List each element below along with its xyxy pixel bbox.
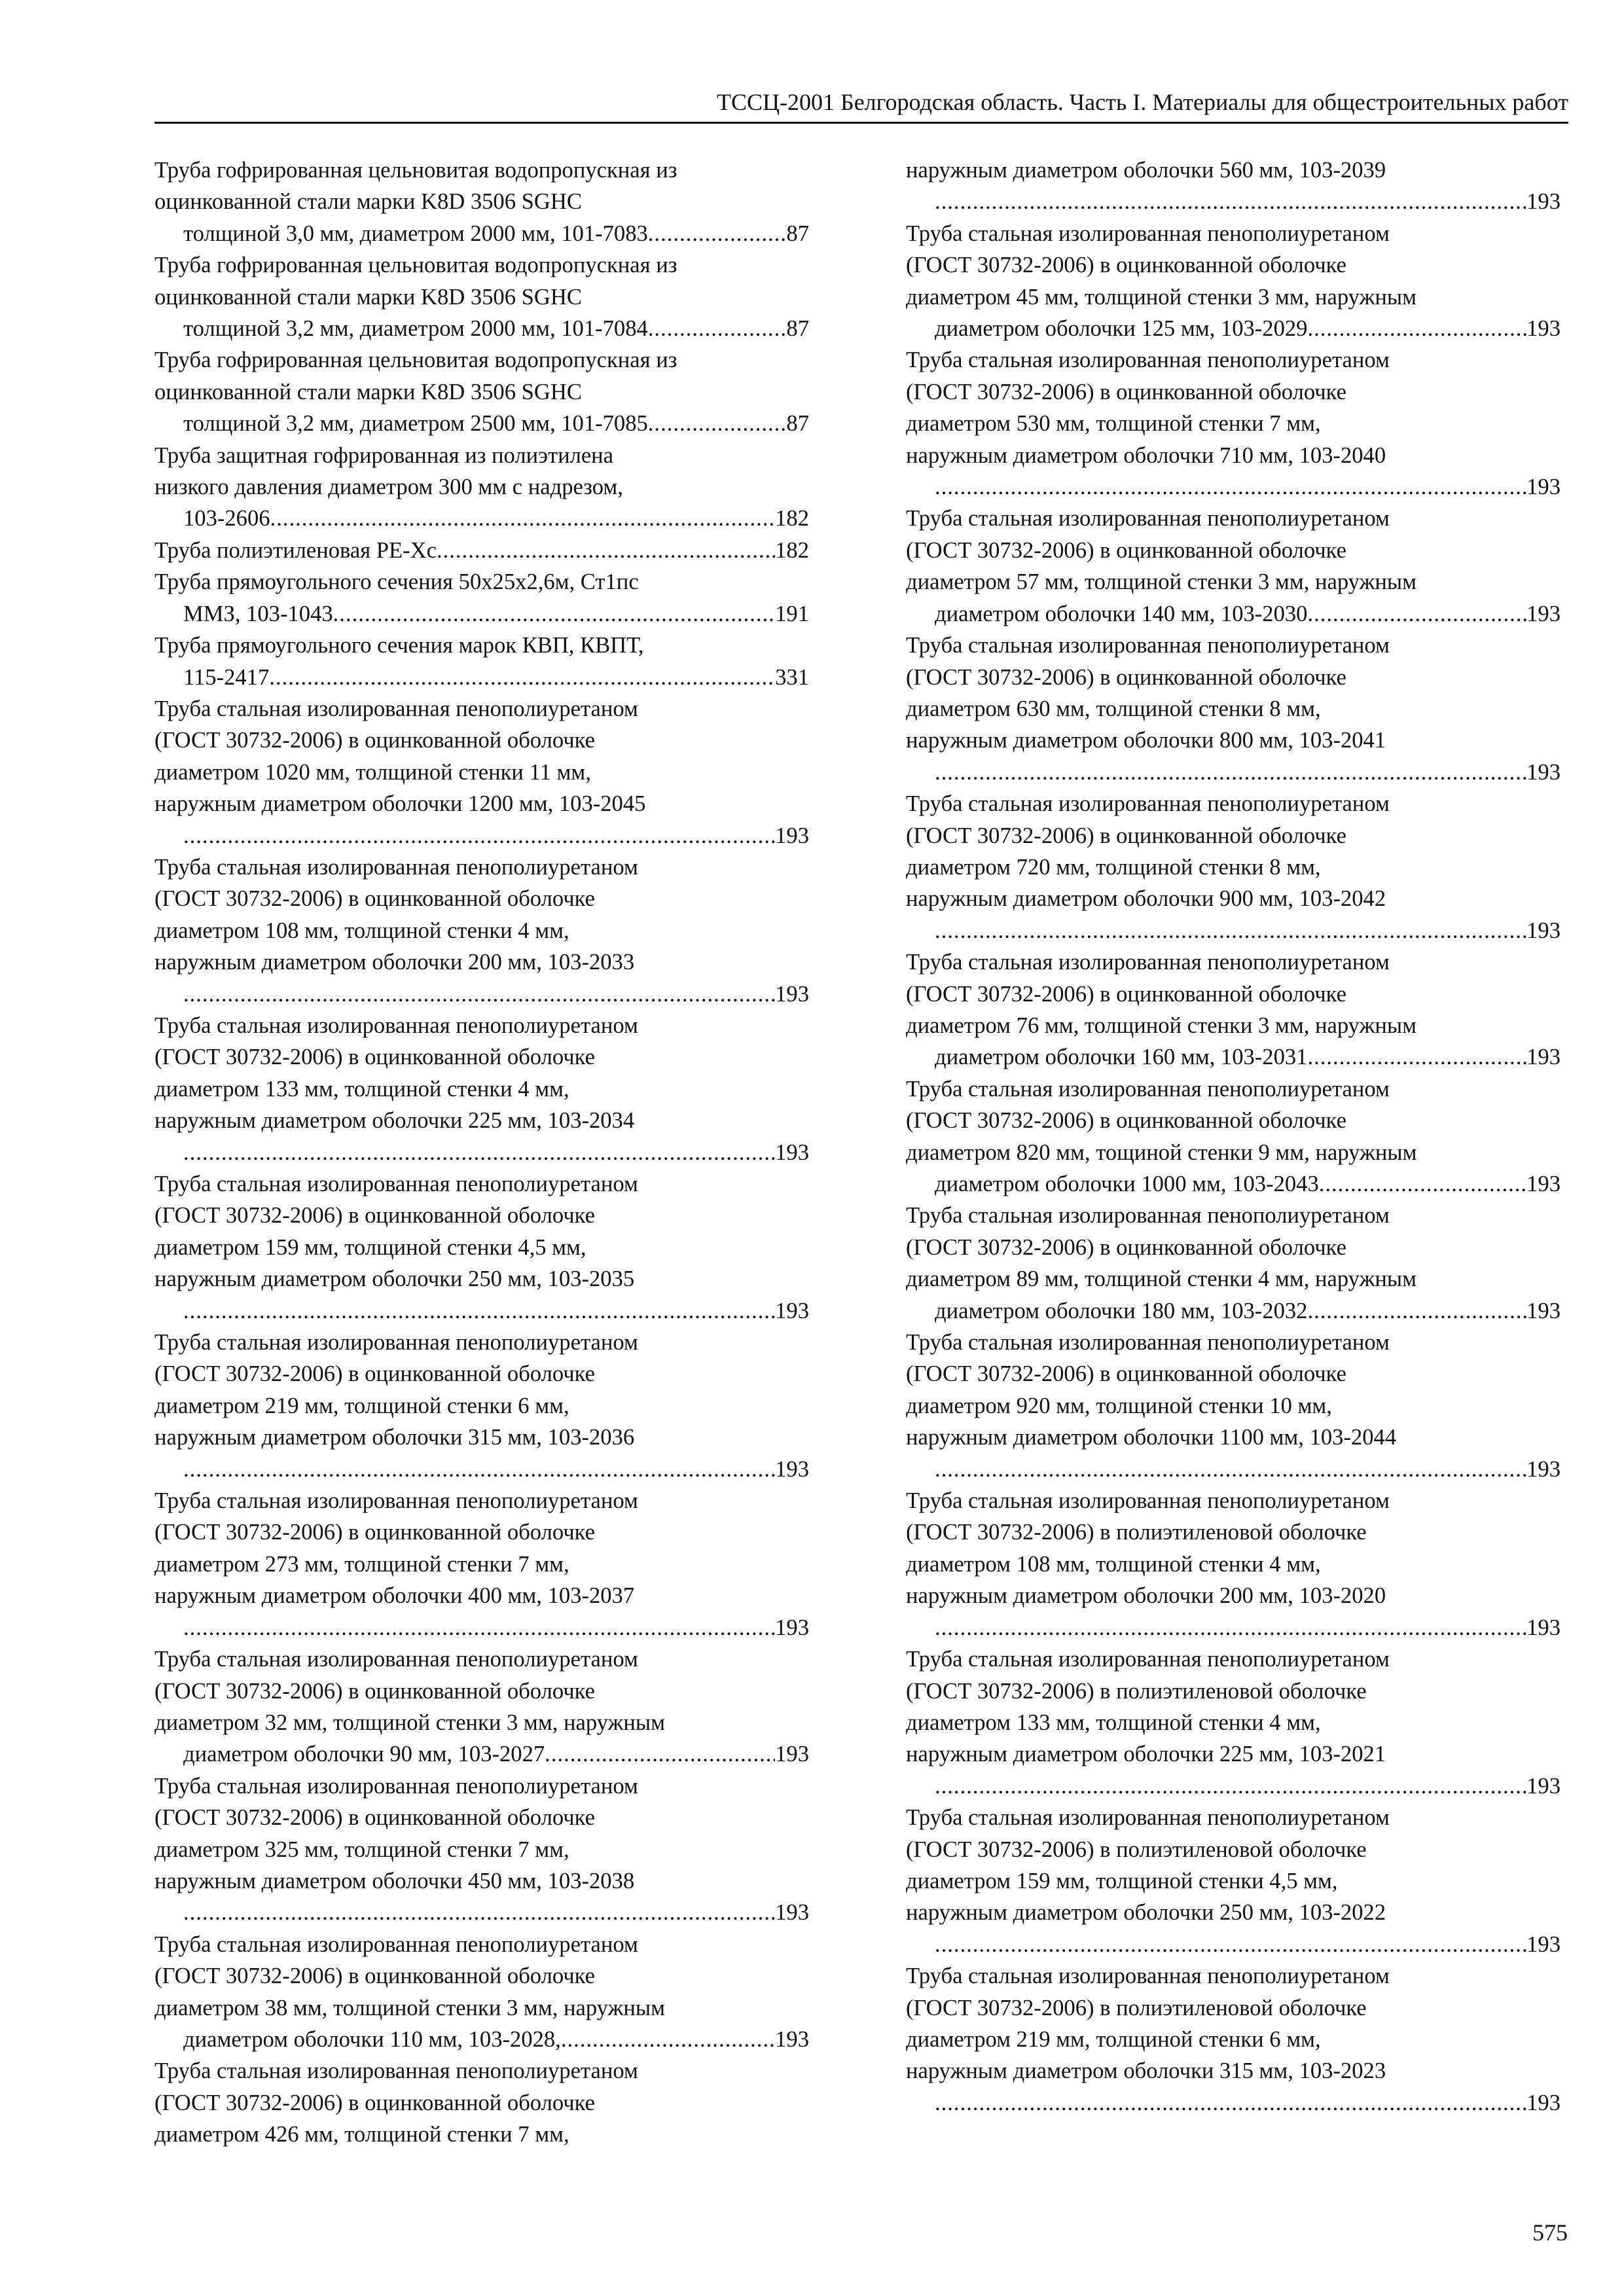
entry-page-number: 193 — [775, 981, 809, 1007]
entry-text-line: толщиной 3,2 мм, диаметром 2500 мм, 101-7085 — [183, 411, 648, 437]
entry-leader-line — [183, 408, 809, 439]
entry-page-number: 193 — [1526, 1298, 1561, 1323]
entry-leader-line — [183, 218, 809, 249]
entry-text-line: (ГОСТ 30732-2006) в оцинкованной оболочке — [154, 1361, 595, 1387]
entry-page-number: 193 — [1526, 1045, 1561, 1070]
entry-text-line: наружным диаметром оболочки 1100 мм, 103-2044 — [906, 1425, 1397, 1450]
entry-text-line: (ГОСТ 30732-2006) в полиэтиленовой оболочке — [906, 1837, 1367, 1862]
dot-leader — [648, 408, 787, 439]
entry-text-line: (ГОСТ 30732-2006) в оцинкованной оболочке — [154, 1045, 595, 1070]
index-entry — [906, 1643, 1561, 1802]
entry-text-line: диаметром 219 мм, толщиной стенки 6 мм, — [154, 1393, 569, 1418]
entry-leader-line — [183, 1295, 809, 1327]
entry-text-line: Труба стальная изолированная пенополиуретаном — [906, 1647, 1390, 1672]
index-entry — [154, 154, 809, 249]
entry-page-number: 193 — [1526, 1931, 1561, 1957]
entry-leader-line — [183, 662, 809, 693]
entry-text-line: наружным диаметром оболочки 250 мм, 103-2022 — [906, 1900, 1386, 1926]
entry-text-line: наружным диаметром оболочки 225 мм, 103-2034 — [154, 1108, 635, 1134]
entry-text-line: наружным диаметром оболочки 1200 мм, 103-2045 — [154, 791, 646, 817]
dot-leader — [183, 1612, 775, 1643]
entry-text-line: Труба полиэтиленовая PE-Xc — [154, 537, 437, 563]
entry-text-line: (ГОСТ 30732-2006) в оцинкованной оболочке — [906, 379, 1346, 404]
index-entry — [906, 344, 1561, 503]
entry-leader-line — [935, 1770, 1561, 1802]
entry-page-number: 193 — [775, 1615, 809, 1640]
entry-text-line: диаметром 38 мм, толщиной стенки 3 мм, наружным — [154, 1995, 666, 2020]
index-column-left — [154, 154, 809, 2151]
entry-text-line: наружным диаметром оболочки 225 мм, 103-2021 — [906, 1742, 1386, 1767]
entry-text-line: (ГОСТ 30732-2006) в оцинкованной оболочке — [154, 1964, 595, 1989]
dot-leader — [648, 313, 787, 344]
entry-page-number: 193 — [775, 1900, 809, 1926]
dot-leader — [935, 2087, 1526, 2119]
entry-leader-line — [935, 2087, 1561, 2119]
dot-leader — [1307, 313, 1526, 344]
entry-text-line: диаметром 219 мм, толщиной стенки 6 мм, — [906, 2026, 1321, 2052]
index-entry — [906, 154, 1561, 218]
entry-leader-line — [183, 1738, 809, 1770]
dot-leader — [935, 1770, 1526, 1802]
entry-leader-line — [183, 1612, 809, 1643]
dot-leader — [935, 1612, 1526, 1643]
entry-page-number: 182 — [775, 506, 809, 531]
entry-page-number: 193 — [1526, 601, 1561, 626]
entry-text-line: Труба гофрированная цельновитая водопропускная из — [154, 348, 677, 373]
entry-text-line: (ГОСТ 30732-2006) в полиэтиленовой оболочке — [906, 1678, 1367, 1704]
entry-text-line: Труба стальная изолированная пенополиуретаном — [154, 1013, 638, 1038]
entry-page-number: 193 — [1526, 1172, 1561, 1196]
entry-text-line: Труба стальная изолированная пенополиуретаном — [154, 696, 638, 721]
entry-leader-line — [935, 757, 1561, 788]
entry-leader-line — [935, 471, 1561, 503]
entry-leader-line — [935, 1041, 1561, 1073]
entry-text-line: диаметром оболочки 160 мм, 103-2031 — [935, 1045, 1308, 1070]
entry-text-line: наружным диаметром оболочки 450 мм, 103-2038 — [154, 1868, 635, 1893]
entry-text-line: 115-2417 — [183, 664, 270, 690]
entry-page-number: 87 — [786, 316, 809, 342]
entry-page-number: 193 — [1526, 1773, 1561, 1799]
entry-text-line: Труба стальная изолированная пенополиуретаном — [906, 221, 1390, 246]
entry-text-line: Труба стальная изолированная пенополиуретаном — [154, 1773, 638, 1799]
index-entry — [154, 535, 809, 566]
dot-leader — [437, 535, 775, 566]
index-entry — [906, 630, 1561, 788]
entry-text-line: диаметром 45 мм, толщиной стенки 3 мм, наружным — [906, 284, 1417, 310]
dot-leader — [183, 820, 775, 852]
entry-text-line: диаметром 108 мм, толщиной стенки 4 мм, — [154, 918, 569, 943]
entry-leader-line — [183, 2024, 809, 2055]
entry-text-line: толщиной 3,2 мм, диаметром 2000 мм, 101-7084 — [183, 316, 648, 342]
entry-page-number: 87 — [786, 411, 809, 437]
entry-text-line: Труба гофрированная цельновитая водопропускная из — [154, 253, 677, 278]
running-header — [154, 84, 1568, 124]
entry-text-line: (ГОСТ 30732-2006) в оцинкованной оболочке — [906, 664, 1346, 690]
entry-text-line: (ГОСТ 30732-2006) в оцинкованной оболочке — [154, 1520, 595, 1545]
index-entry — [906, 1327, 1561, 1485]
entry-text-line: (ГОСТ 30732-2006) в оцинкованной оболочке — [154, 728, 595, 753]
entry-text-line: (ГОСТ 30732-2006) в оцинкованной оболочке — [154, 1203, 595, 1229]
entry-text-line: Труба прямоугольного сечения 50x25x2,6м, Ст1пс — [154, 569, 639, 595]
index-entry — [906, 946, 1561, 1073]
index-entry — [154, 566, 809, 630]
dot-leader — [1319, 1168, 1526, 1200]
entry-text-line: Труба стальная изолированная пенополиуретаном — [154, 1488, 638, 1514]
entry-text-line: диаметром оболочки 1000 мм, 103-2043 — [935, 1172, 1319, 1196]
entry-text-line: наружным диаметром оболочки 800 мм, 103-2041 — [906, 728, 1386, 753]
entry-text-line: (ГОСТ 30732-2006) в оцинкованной оболочке — [906, 823, 1346, 848]
entry-text-line: (ГОСТ 30732-2006) в оцинкованной оболочке — [906, 1108, 1346, 1134]
entry-text-line: (ГОСТ 30732-2006) в полиэтиленовой оболочке — [906, 1995, 1367, 2020]
entry-text-line: Труба стальная изолированная пенополиуретаном — [906, 1805, 1390, 1831]
entry-page-number: 193 — [775, 1298, 809, 1323]
entry-text-line: толщиной 3,0 мм, диаметром 2000 мм, 101-7083 — [183, 221, 648, 246]
entry-text-line: низкого давления диаметром 300 мм с надрезом, — [154, 475, 623, 500]
index-entry — [154, 344, 809, 439]
index-entry — [154, 2055, 809, 2150]
entry-text-line: диаметром 89 мм, толщиной стенки 4 мм, наружным — [906, 1266, 1417, 1292]
entry-text-line: Труба стальная изолированная пенополиуретаном — [906, 633, 1390, 658]
entry-text-line: диаметром 57 мм, толщиной стенки 3 мм, наружным — [906, 569, 1417, 595]
entry-text-line: Труба стальная изолированная пенополиуретаном — [906, 1076, 1390, 1102]
entry-page-number: 193 — [775, 1456, 809, 1482]
entry-page-number: 193 — [1526, 759, 1561, 785]
entry-page-number: 191 — [775, 601, 809, 626]
page-number: 575 — [1532, 2219, 1568, 2246]
entry-page-number: 193 — [1526, 2090, 1561, 2115]
entry-text-line: (ГОСТ 30732-2006) в оцинкованной оболочке — [906, 981, 1346, 1007]
entry-text-line: наружным диаметром оболочки 900 мм, 103-2042 — [906, 886, 1386, 912]
entry-text-line: диаметром 1020 мм, толщиной стенки 11 мм, — [154, 759, 591, 785]
dot-leader — [333, 598, 775, 630]
entry-leader-line — [935, 313, 1561, 344]
index-entry — [906, 1802, 1561, 1960]
index-entry — [154, 1010, 809, 1168]
entry-page-number: 87 — [786, 221, 809, 246]
entry-text-line: Труба стальная изолированная пенополиуретаном — [906, 950, 1390, 975]
index-entry — [154, 1643, 809, 1770]
entry-leader-line — [154, 535, 809, 566]
entry-leader-line — [935, 1295, 1561, 1327]
entry-page-number: 193 — [775, 1742, 809, 1767]
index-entry — [906, 1200, 1561, 1327]
dot-leader — [183, 1454, 775, 1485]
entry-text-line: наружным диаметром оболочки 200 мм, 103-2033 — [154, 950, 635, 975]
entry-page-number: 193 — [1526, 1456, 1561, 1482]
entry-text-line: диаметром 159 мм, толщиной стенки 4,5 мм, — [906, 1868, 1338, 1893]
entry-leader-line — [935, 1612, 1561, 1643]
dot-leader — [545, 1738, 775, 1770]
entry-leader-line — [935, 1929, 1561, 1960]
dot-leader — [183, 1137, 775, 1168]
entry-text-line: Труба прямоугольного сечения марок КВП, КВПТ, — [154, 633, 644, 658]
entry-text-line: диаметром 720 мм, толщиной стенки 8 мм, — [906, 854, 1321, 880]
entry-text-line: наружным диаметром оболочки 315 мм, 103-2036 — [154, 1425, 635, 1450]
entry-text-line: диаметром оболочки 110 мм, 103-2028, — [183, 2026, 561, 2052]
index-entry — [154, 1168, 809, 1327]
entry-page-number: 193 — [1526, 316, 1561, 342]
entry-text-line: Труба стальная изолированная пенополиуретаном — [906, 1488, 1390, 1514]
entry-leader-line — [183, 1137, 809, 1168]
entry-text-line: оцинкованной стали марки K8D 3506 SGHC — [154, 284, 582, 310]
entry-text-line: диаметром оболочки 180 мм, 103-2032 — [935, 1298, 1308, 1323]
entry-text-line: наружным диаметром оболочки 400 мм, 103-2037 — [154, 1583, 635, 1609]
dot-leader — [935, 471, 1526, 503]
entry-text-line: диаметром оболочки 140 мм, 103-2030 — [935, 601, 1308, 626]
dot-leader — [269, 662, 775, 693]
entry-text-line: Труба стальная изолированная пенополиуретаном — [154, 1172, 638, 1196]
index-entry — [906, 503, 1561, 630]
entry-text-line: диаметром 159 мм, толщиной стенки 4,5 мм, — [154, 1234, 586, 1260]
dot-leader — [935, 757, 1526, 788]
entry-leader-line — [183, 820, 809, 852]
entry-text-line: диаметром 920 мм, толщиной стенки 10 мм, — [906, 1393, 1332, 1418]
entry-text-line: (ГОСТ 30732-2006) в оцинкованной оболочке — [906, 1361, 1346, 1387]
entry-page-number: 193 — [775, 2026, 809, 2052]
entry-text-line: Труба стальная изолированная пенополиуретаном — [906, 1964, 1390, 1989]
entry-text-line: оцинкованной стали марки K8D 3506 SGHC — [154, 379, 582, 404]
entry-page-number: 182 — [775, 537, 809, 563]
entry-text-line: Труба стальная изолированная пенополиуретаном — [154, 854, 638, 880]
entry-text-line: наружным диаметром оболочки 250 мм, 103-2035 — [154, 1266, 635, 1292]
entry-text-line: Труба стальная изолированная пенополиуретаном — [906, 348, 1390, 373]
entry-text-line: (ГОСТ 30732-2006) в оцинкованной оболочке — [906, 537, 1346, 563]
entry-leader-line — [935, 598, 1561, 630]
dot-leader — [561, 2024, 775, 2055]
entry-text-line: Труба защитная гофрированная из полиэтилена — [154, 442, 614, 468]
entry-leader-line — [935, 1168, 1561, 1200]
entry-page-number: 193 — [775, 823, 809, 848]
index-entry — [154, 440, 809, 535]
entry-leader-line — [935, 915, 1561, 946]
entry-text-line: Труба стальная изолированная пенополиуретаном — [154, 1330, 638, 1355]
dot-leader — [648, 218, 787, 249]
entry-text-line: диаметром 108 мм, толщиной стенки 4 мм, — [906, 1551, 1321, 1577]
index-entry — [906, 788, 1561, 946]
dot-leader — [935, 915, 1526, 946]
entry-text-line: диаметром 32 мм, толщиной стенки 3 мм, наружным — [154, 1710, 666, 1735]
dot-leader — [1307, 1041, 1526, 1073]
entry-page-number: 331 — [775, 664, 809, 690]
index-entry — [906, 1960, 1561, 2119]
index-entry — [154, 1770, 809, 1929]
entry-text-line: (ГОСТ 30732-2006) в оцинкованной оболочке — [154, 886, 595, 912]
dot-leader — [935, 1929, 1526, 1960]
index-entry — [154, 852, 809, 1010]
entry-leader-line — [183, 978, 809, 1010]
entry-text-line: диаметром оболочки 125 мм, 103-2029 — [935, 316, 1308, 342]
entry-page-number: 193 — [1526, 475, 1561, 500]
entry-leader-line — [183, 1897, 809, 1928]
entry-text-line: диаметром 325 мм, толщиной стенки 7 мм, — [154, 1837, 569, 1862]
entry-text-line: диаметром 133 мм, толщиной стенки 4 мм, — [906, 1710, 1321, 1735]
entry-text-line: диаметром 426 мм, толщиной стенки 7 мм, — [154, 2122, 569, 2147]
index-entry — [154, 693, 809, 852]
entry-text-line: диаметром 630 мм, толщиной стенки 8 мм, — [906, 696, 1321, 721]
entry-leader-line — [183, 313, 809, 344]
entry-text-line: наружным диаметром оболочки 200 мм, 103-2020 — [906, 1583, 1386, 1609]
dot-leader — [270, 503, 776, 534]
entry-text-line: диаметром 133 мм, толщиной стенки 4 мм, — [154, 1076, 569, 1102]
entry-text-line: диаметром 530 мм, толщиной стенки 7 мм, — [906, 411, 1321, 437]
entry-text-line: Труба стальная изолированная пенополиуретаном — [906, 506, 1390, 531]
dot-leader — [1307, 1295, 1526, 1327]
entry-text-line: (ГОСТ 30732-2006) в оцинкованной оболочке — [906, 253, 1346, 278]
index-entry — [154, 249, 809, 344]
entry-text-line: Труба стальная изолированная пенополиуретаном — [906, 1203, 1390, 1229]
entry-text-line: Труба стальная изолированная пенополиуретаном — [154, 2058, 638, 2084]
index-entry — [154, 1929, 809, 2056]
entry-text-line: оцинкованной стали марки K8D 3506 SGHC — [154, 189, 582, 215]
entry-page-number: 193 — [1526, 189, 1561, 215]
entry-text-line: ММЗ, 103-1043 — [183, 601, 333, 626]
index-entry — [154, 630, 809, 693]
entry-text-line: Труба стальная изолированная пенополиуретаном — [906, 1330, 1390, 1355]
entry-page-number: 193 — [775, 1139, 809, 1165]
entry-text-line: (ГОСТ 30732-2006) в оцинкованной оболочке — [154, 1805, 595, 1831]
entry-text-line: Труба стальная изолированная пенополиуретаном — [906, 791, 1390, 817]
index-entry — [154, 1327, 809, 1485]
entry-text-line: Труба стальная изолированная пенополиуретаном — [154, 1931, 638, 1957]
entry-leader-line — [183, 1454, 809, 1485]
dot-leader — [1307, 598, 1526, 630]
dot-leader — [183, 1897, 775, 1928]
entry-page-number: 193 — [1526, 1615, 1561, 1640]
dot-leader — [935, 186, 1526, 217]
index-column-right — [906, 154, 1561, 2119]
entry-leader-line — [183, 503, 809, 534]
entry-text-line: (ГОСТ 30732-2006) в оцинкованной оболочке — [154, 1678, 595, 1704]
index-entry — [906, 1485, 1561, 1643]
dot-leader — [183, 1295, 775, 1327]
entry-text-line: диаметром оболочки 90 мм, 103-2027 — [183, 1742, 545, 1767]
index-entry — [154, 1485, 809, 1643]
entry-text-line: Труба стальная изолированная пенополиуретаном — [154, 1647, 638, 1672]
entry-leader-line — [183, 598, 809, 630]
entry-text-line: диаметром 76 мм, толщиной стенки 3 мм, наружным — [906, 1013, 1417, 1038]
entry-text-line: Труба гофрированная цельновитая водопропускная из — [154, 158, 677, 183]
entry-page-number: 193 — [1526, 918, 1561, 943]
entry-text-line: 103-2606 — [183, 506, 270, 531]
entry-text-line: (ГОСТ 30732-2006) в полиэтиленовой оболочке — [906, 1520, 1367, 1545]
index-entry — [906, 218, 1561, 345]
entry-text-line: диаметром 273 мм, толщиной стенки 7 мм, — [154, 1551, 569, 1577]
dot-leader — [183, 978, 775, 1010]
header-title: ТССЦ-2001 Белгородская область. Часть I. Материалы для общестроительных работ — [717, 89, 1568, 115]
entry-text-line: наружным диаметром оболочки 315 мм, 103-2023 — [906, 2058, 1386, 2084]
entry-text-line: наружным диаметром оболочки 560 мм, 103-2039 — [906, 158, 1386, 183]
entry-text-line: диаметром 820 мм, тощиной стенки 9 мм, наружным — [906, 1139, 1417, 1165]
entry-leader-line — [935, 1454, 1561, 1485]
entry-text-line: (ГОСТ 30732-2006) в оцинкованной оболочке — [154, 2090, 595, 2115]
dot-leader — [935, 1454, 1526, 1485]
entry-leader-line — [935, 186, 1561, 217]
index-entry — [906, 1073, 1561, 1200]
entry-text-line: наружным диаметром оболочки 710 мм, 103-2040 — [906, 442, 1386, 468]
entry-text-line: (ГОСТ 30732-2006) в оцинкованной оболочке — [906, 1234, 1346, 1260]
